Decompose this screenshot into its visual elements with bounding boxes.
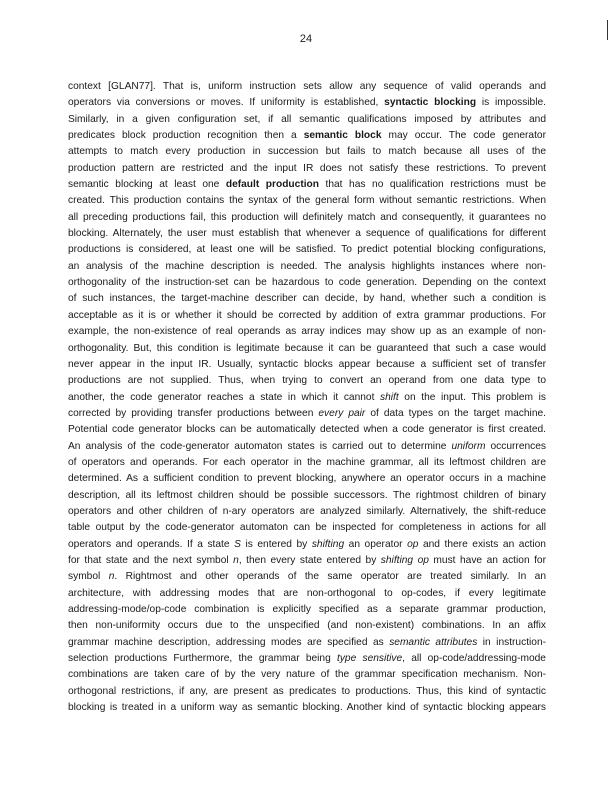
- text-line: semantic blocking at least one default production that has no qualification restrictions must be: [68, 179, 546, 191]
- text-line: orthogonality of the instruction-set can be hazardous to code generation. Depending on the context: [68, 277, 546, 289]
- text-line: context [GLAN77]. That is, uniform instruction sets allow any sequence of valid operands and: [68, 81, 546, 92]
- text-line: created. This production contains the syntax of the general form without semantic restrictions. When: [68, 195, 546, 207]
- text-line: another, the code generator reaches a state in which it cannot shift on the input. This problem is: [68, 391, 546, 403]
- scan-edge-mark: [607, 20, 608, 40]
- text-line: determined. As a sufficient condition to prevent blocking, anywhere an operator occurs in a machine: [68, 473, 546, 485]
- text-line: of such instances, the target-machine describer can decide, by hand, whether such a condition is: [68, 293, 546, 305]
- text-line: Similarly, in a given configuration set, if all semantic qualifications imposed by attributes and: [68, 113, 546, 125]
- text-line: blocking is treated in a uniform way as semantic blocking. Another kind of syntactic blocking appears: [68, 702, 546, 714]
- text-line: operators via conversions or moves. If uniformity is established, syntactic blocking is impossible.: [68, 97, 546, 109]
- text-line: of operators and operands. For each operator in the machine grammar, all its leftmost children are: [68, 456, 546, 468]
- text-line: Potential code generator blocks can be automatically detected when a code generator is first created.: [68, 424, 546, 436]
- text-line: blocking. Alternately, the user must establish that whenever a sequence of qualifications for different: [68, 228, 546, 240]
- body-paragraph: [68, 79, 546, 716]
- text-line: description, all its leftmost children should be possible successors. The rightmost children of binary: [68, 489, 546, 501]
- text-line: An analysis of the code-generator automaton states is carried out to determine uniform occurrences: [68, 440, 546, 452]
- text-line: for that state and the next symbol n, then every state entered by shifting op must have an action for: [68, 554, 546, 566]
- text-line: selection productions Furthermore, the grammar being type sensitive, all op-code/addressing-mode: [68, 653, 546, 665]
- text-line: operators and other children of n-ary operators are analyzed similarly. Alternatively, the shift-reduce: [68, 505, 546, 517]
- text-line: orthogonal restrictions, if any, are present as predicates to productions. Thus, this kind of syntactic: [68, 685, 546, 697]
- text-line: addressing-mode/op-code combination is explicitly specified as a separate grammar production,: [68, 604, 546, 615]
- text-line: productions are not supplied. Thus, when trying to convert an operand from one data type to: [68, 375, 546, 387]
- text-line: predicates block production recognition then a semantic block may occur. The code generator: [68, 130, 546, 142]
- text-line: operators and operands. If a state S is entered by shifting an operator op and there exists an action: [68, 538, 546, 550]
- text-line: then non-uniformity occurs due to the unspecified (and non-existent) combinations. In an affix: [68, 620, 546, 632]
- text-line: combinations are taken care of by the very nature of the grammar specification mechanism. Non-: [68, 669, 546, 681]
- text-line: acceptable as it is or whether it should be corrected by addition of extra grammar productions. For: [68, 309, 546, 321]
- text-line: example, the non-existence of real operands as array indices may show up as an example of non-: [68, 326, 546, 338]
- text-line: corrected by providing transfer productions between every pair of data types on the target machine.: [68, 407, 546, 419]
- text-line: all preceding productions fail, this production will definitely match and consequently, it guarantees no: [68, 211, 546, 223]
- text-line: architecture, with addressing modes that are non-orthogonal to op-codes, if every legitimate: [68, 587, 546, 599]
- text-line: never appear in the input IR. Usually, syntactic blocks appear because a sufficient set of transfer: [68, 358, 546, 370]
- text-line: productions is considered, at least one will be satisfied. To predict potential blocking configurations,: [68, 244, 546, 256]
- text-line: attempts to match every production in succession but fails to match because all uses of the: [68, 146, 546, 158]
- text-line: table output by the code-generator automaton can be inspected for completeness in actions for all: [68, 522, 546, 534]
- text-line: production pattern are restricted and the input IR does not satisfy these restrictions. To prevent: [68, 162, 546, 174]
- text-line: grammar machine description, addressing modes are specified as semantic attributes in instruction-: [68, 636, 547, 648]
- text-line: symbol n. Rightmost and other operands of the same operator are treated similarly. In an: [68, 571, 546, 583]
- text-line: orthogonality. But, this condition is legitimate because it can be guaranteed that such a case would: [68, 342, 546, 354]
- text-line: an analysis of the machine description is needed. The analysis highlights instances where non-: [68, 260, 546, 272]
- page-number: 24: [299, 33, 313, 45]
